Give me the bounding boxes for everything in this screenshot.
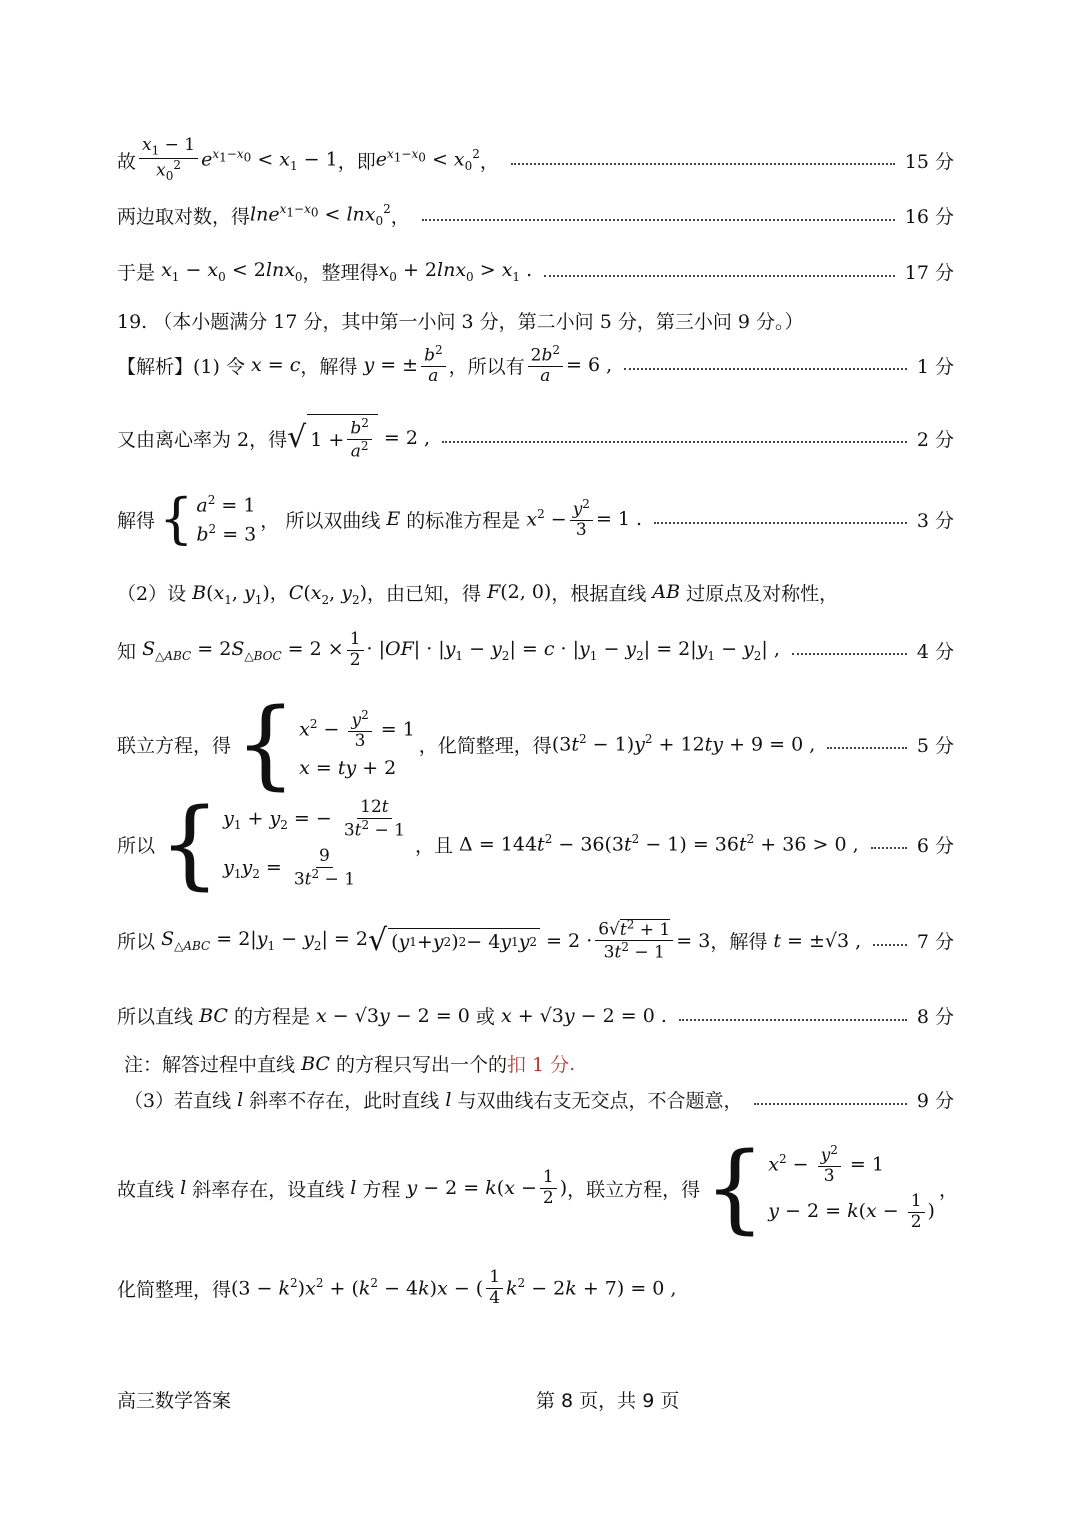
solution-line-16 (117, 202, 954, 229)
deduction-text: 扣 1 分 (506, 1054, 570, 1076)
solution-line-b4 (117, 630, 954, 670)
math: $x_0 + 2\ln x_0 > x_1$ . (378, 259, 533, 284)
solution-line-b6 (117, 788, 954, 900)
math: l (350, 1177, 357, 1199)
math: ) (559, 1177, 568, 1199)
math: y = ± (363, 354, 419, 377)
math: $(3t^2 - 1)y^2 + 12ty + 9 = 0$ , (551, 732, 816, 756)
fraction: $\frac{2b^2}{a}$ (528, 344, 563, 387)
math: · $|OF| \cdot |y_1 - y_2| = c \cdot |y_1 - y_2| = 2|y_1 - y_2|$ , (366, 637, 780, 663)
text: 又由离心率为 2，得 (117, 428, 288, 451)
dot-leader (624, 368, 907, 370)
text: ，化简整理，得 (418, 734, 552, 757)
math: = 3 (676, 929, 711, 952)
dot-leader (792, 653, 907, 655)
line-body (117, 487, 643, 550)
text: ，解得 (710, 931, 768, 954)
question-title: 19. （本小题满分 17 分，其中第一小问 3 分，第二小问 5 分，第三小问 9 分。） (117, 311, 804, 333)
text: 方程 (362, 1178, 401, 1201)
math: $S_{\triangle ABC} = 2S_{\triangle BOC} = 2$ × (142, 637, 344, 663)
solution-line-c10 (117, 1132, 958, 1244)
solution-line-17 (117, 258, 954, 285)
score-label: 2 分 (916, 428, 954, 451)
math: y − 2 = k(x − (406, 1177, 537, 1199)
text: . (569, 1052, 576, 1075)
math: F(2, 0) (487, 581, 552, 604)
fraction: $\frac{y^2}{3}$ (570, 498, 593, 541)
text: ，解得 (300, 355, 358, 378)
text: ，且 (415, 834, 454, 857)
math: = 2 · (540, 929, 593, 952)
dot-leader (544, 275, 895, 277)
math: l (445, 1088, 452, 1111)
math: = 2 , (377, 427, 431, 450)
line-body (117, 414, 430, 462)
equation-system: { $a^2 = 1$ $b^2 = 3$ (159, 487, 257, 550)
fraction: $\frac{1}{2}$ (347, 630, 364, 670)
text: （3）若直线 (124, 1090, 232, 1112)
text: 的标准方程是 (406, 509, 521, 532)
text: 两边取对数，得 (117, 206, 251, 228)
text: 过原点及对称性， (686, 582, 839, 605)
sqrt: √ 1 + $\frac{b^2}{a^2}$ (287, 414, 378, 462)
text: 所以直线 (117, 1006, 194, 1028)
math: AB (652, 581, 681, 604)
dot-leader (422, 219, 895, 221)
solution-line-b8 (117, 1002, 954, 1029)
math: $S_{\triangle ABC} = 2|y_1 - y_2| = 2$ (161, 928, 368, 954)
dot-leader (442, 441, 907, 443)
line-body (124, 1050, 575, 1077)
question-19-header (117, 307, 954, 334)
dot-leader (754, 1103, 906, 1105)
line-body (117, 688, 816, 800)
math: l (180, 1177, 187, 1199)
text: 或 (475, 1006, 495, 1028)
solution-line-a2 (117, 414, 954, 462)
text: 注：解答过程中直线 (124, 1054, 296, 1076)
math: $(3 - k^2)x^2 + (k^2 - 4k)x$ − ( (231, 1276, 484, 1300)
solution-line-b7 (117, 918, 954, 963)
dot-leader (654, 522, 907, 524)
solution-line-c11 (117, 1268, 954, 1308)
text: ， (938, 1178, 958, 1201)
score-label: 5 分 (916, 734, 954, 757)
sqrt: √ ( y 1 + y 2 ) 2 − 4 y 1 y 2 (368, 926, 540, 956)
text: 的方程是 (233, 1006, 310, 1028)
math: l (237, 1088, 244, 1111)
line-body (124, 1086, 742, 1113)
math: t = ±√3 , (773, 929, 862, 952)
fraction: $\frac{6√t^2 + 1}{3t^2 - 1}$ (595, 918, 673, 963)
math: $k^2 - 2k + 7) = 0$ , (506, 1276, 677, 1300)
text: 解得 (117, 509, 156, 532)
dot-leader (873, 944, 907, 946)
footer-left: 高三数学答案 (117, 1390, 232, 1412)
line-body (117, 918, 861, 963)
math: = 1 . (595, 508, 643, 530)
grading-note (124, 1050, 954, 1077)
line-body (117, 202, 410, 229)
text: ，即 (337, 150, 376, 173)
line-body (117, 1268, 676, 1308)
line-body (117, 344, 612, 387)
text: ， (479, 150, 499, 173)
fraction: $\frac{b^2}{a}$ (421, 344, 446, 387)
text: 故直线 (117, 1178, 175, 1201)
line-body (117, 258, 532, 285)
line-body (117, 788, 859, 900)
line-body (117, 1132, 958, 1244)
text: 所以 (117, 834, 156, 857)
score-label: 7 分 (916, 931, 954, 954)
dot-leader (827, 747, 907, 749)
score-label: 4 分 (916, 640, 954, 663)
text: 所以 (117, 931, 156, 954)
math: x − √3y − 2 = 0 (316, 1004, 476, 1027)
dot-leader (679, 1019, 907, 1021)
math: x + √3y − 2 = 0 . (500, 1004, 667, 1027)
equation-system: { $x^2$ − $\frac{y^2}{3}$ = 1 x = ty + 2 (235, 688, 415, 800)
text: ， (390, 206, 410, 228)
text: 斜率存在，设直线 (192, 1178, 345, 1201)
text: 斜率不存在，此时直线 (249, 1090, 440, 1112)
math: BC (199, 1004, 228, 1027)
score-label: 9 分 (916, 1090, 954, 1112)
math: $\Delta = 144t^2 - 36(3t^2 - 1) = 36t^2 + 36 > 0$ , (453, 832, 859, 856)
line-body (117, 136, 499, 184)
text: ，根据直线 (551, 582, 647, 605)
solution-line-part2 (117, 578, 954, 607)
text: ，联立方程，得 (567, 1178, 701, 1201)
text: 与双曲线右支无交点，不合题意， (457, 1090, 743, 1112)
fraction: $\frac{1}{4}$ (486, 1268, 503, 1308)
line-body (117, 578, 838, 607)
math: lne$^{x_1-x_0}$ < lnx$_0^2$ (250, 202, 391, 229)
math: $e^{x_1-x_0} < x_0^2$ (375, 146, 480, 174)
score-label: 15 分 (904, 150, 954, 173)
math: $B(x_1$, $y_1$)，$C(x_2$, $y_2$) (192, 582, 367, 607)
solution-line-a1 (117, 344, 954, 387)
text: 故 (117, 150, 137, 173)
score-label: 6 分 (916, 834, 954, 857)
math: $e^{x_1-x_0} < x_1 - 1$ (201, 146, 338, 174)
text: 【解析】(1) 令 (117, 355, 245, 378)
text: 化简整理，得 (117, 1278, 232, 1301)
math: = 6 , (566, 354, 613, 377)
solution-line-b5 (117, 688, 954, 800)
score-label: 3 分 (916, 509, 954, 532)
solution-line-a3 (117, 487, 954, 550)
text: （2）设 (117, 582, 187, 605)
text: 的方程只写出一个的 (335, 1054, 507, 1076)
text: 联立方程，得 (117, 734, 232, 757)
equation-system: { $y_1 + y_2$ = − $\frac{12t}{3t^2 - 1}$ $y_1y_2$ = $\frac{9}{3t^2 - 1}$ (159, 788, 405, 900)
text: ， 所以双曲线 (260, 509, 381, 532)
score-label: 1 分 (916, 355, 954, 378)
text: 知 (117, 640, 137, 663)
fraction: $\frac{x_1 - 1}{x_0^2}$ (139, 136, 198, 184)
text: 于是 (117, 262, 156, 284)
dot-leader (511, 163, 895, 165)
footer-page-number: 第 8 页，共 9 页 (536, 1390, 680, 1412)
math: $x^2$ − (526, 507, 567, 531)
math: E (386, 508, 401, 530)
score-label: 16 分 (904, 206, 954, 228)
equation-system: { $x^2$ − $\frac{y^2}{3}$ = 1 y − 2 = k(x − $\frac{1}{2}$ ) (704, 1132, 935, 1244)
score-label: 17 分 (904, 262, 954, 284)
text: ，整理得 (302, 262, 379, 284)
line-body (117, 630, 780, 670)
math: x = c (251, 354, 301, 377)
math: $x_1 - x_0 < 2\ln x_0$ (161, 259, 303, 284)
line-body (117, 1002, 667, 1029)
dot-leader (871, 847, 907, 849)
text: ，所以有 (448, 355, 525, 378)
solution-line-15 (117, 136, 954, 184)
score-label: 8 分 (916, 1006, 954, 1028)
math: BC (301, 1052, 330, 1075)
fraction: $\frac{1}{2}$ (540, 1168, 557, 1208)
text: ，由已知，得 (367, 582, 482, 605)
solution-line-c9 (124, 1086, 954, 1113)
